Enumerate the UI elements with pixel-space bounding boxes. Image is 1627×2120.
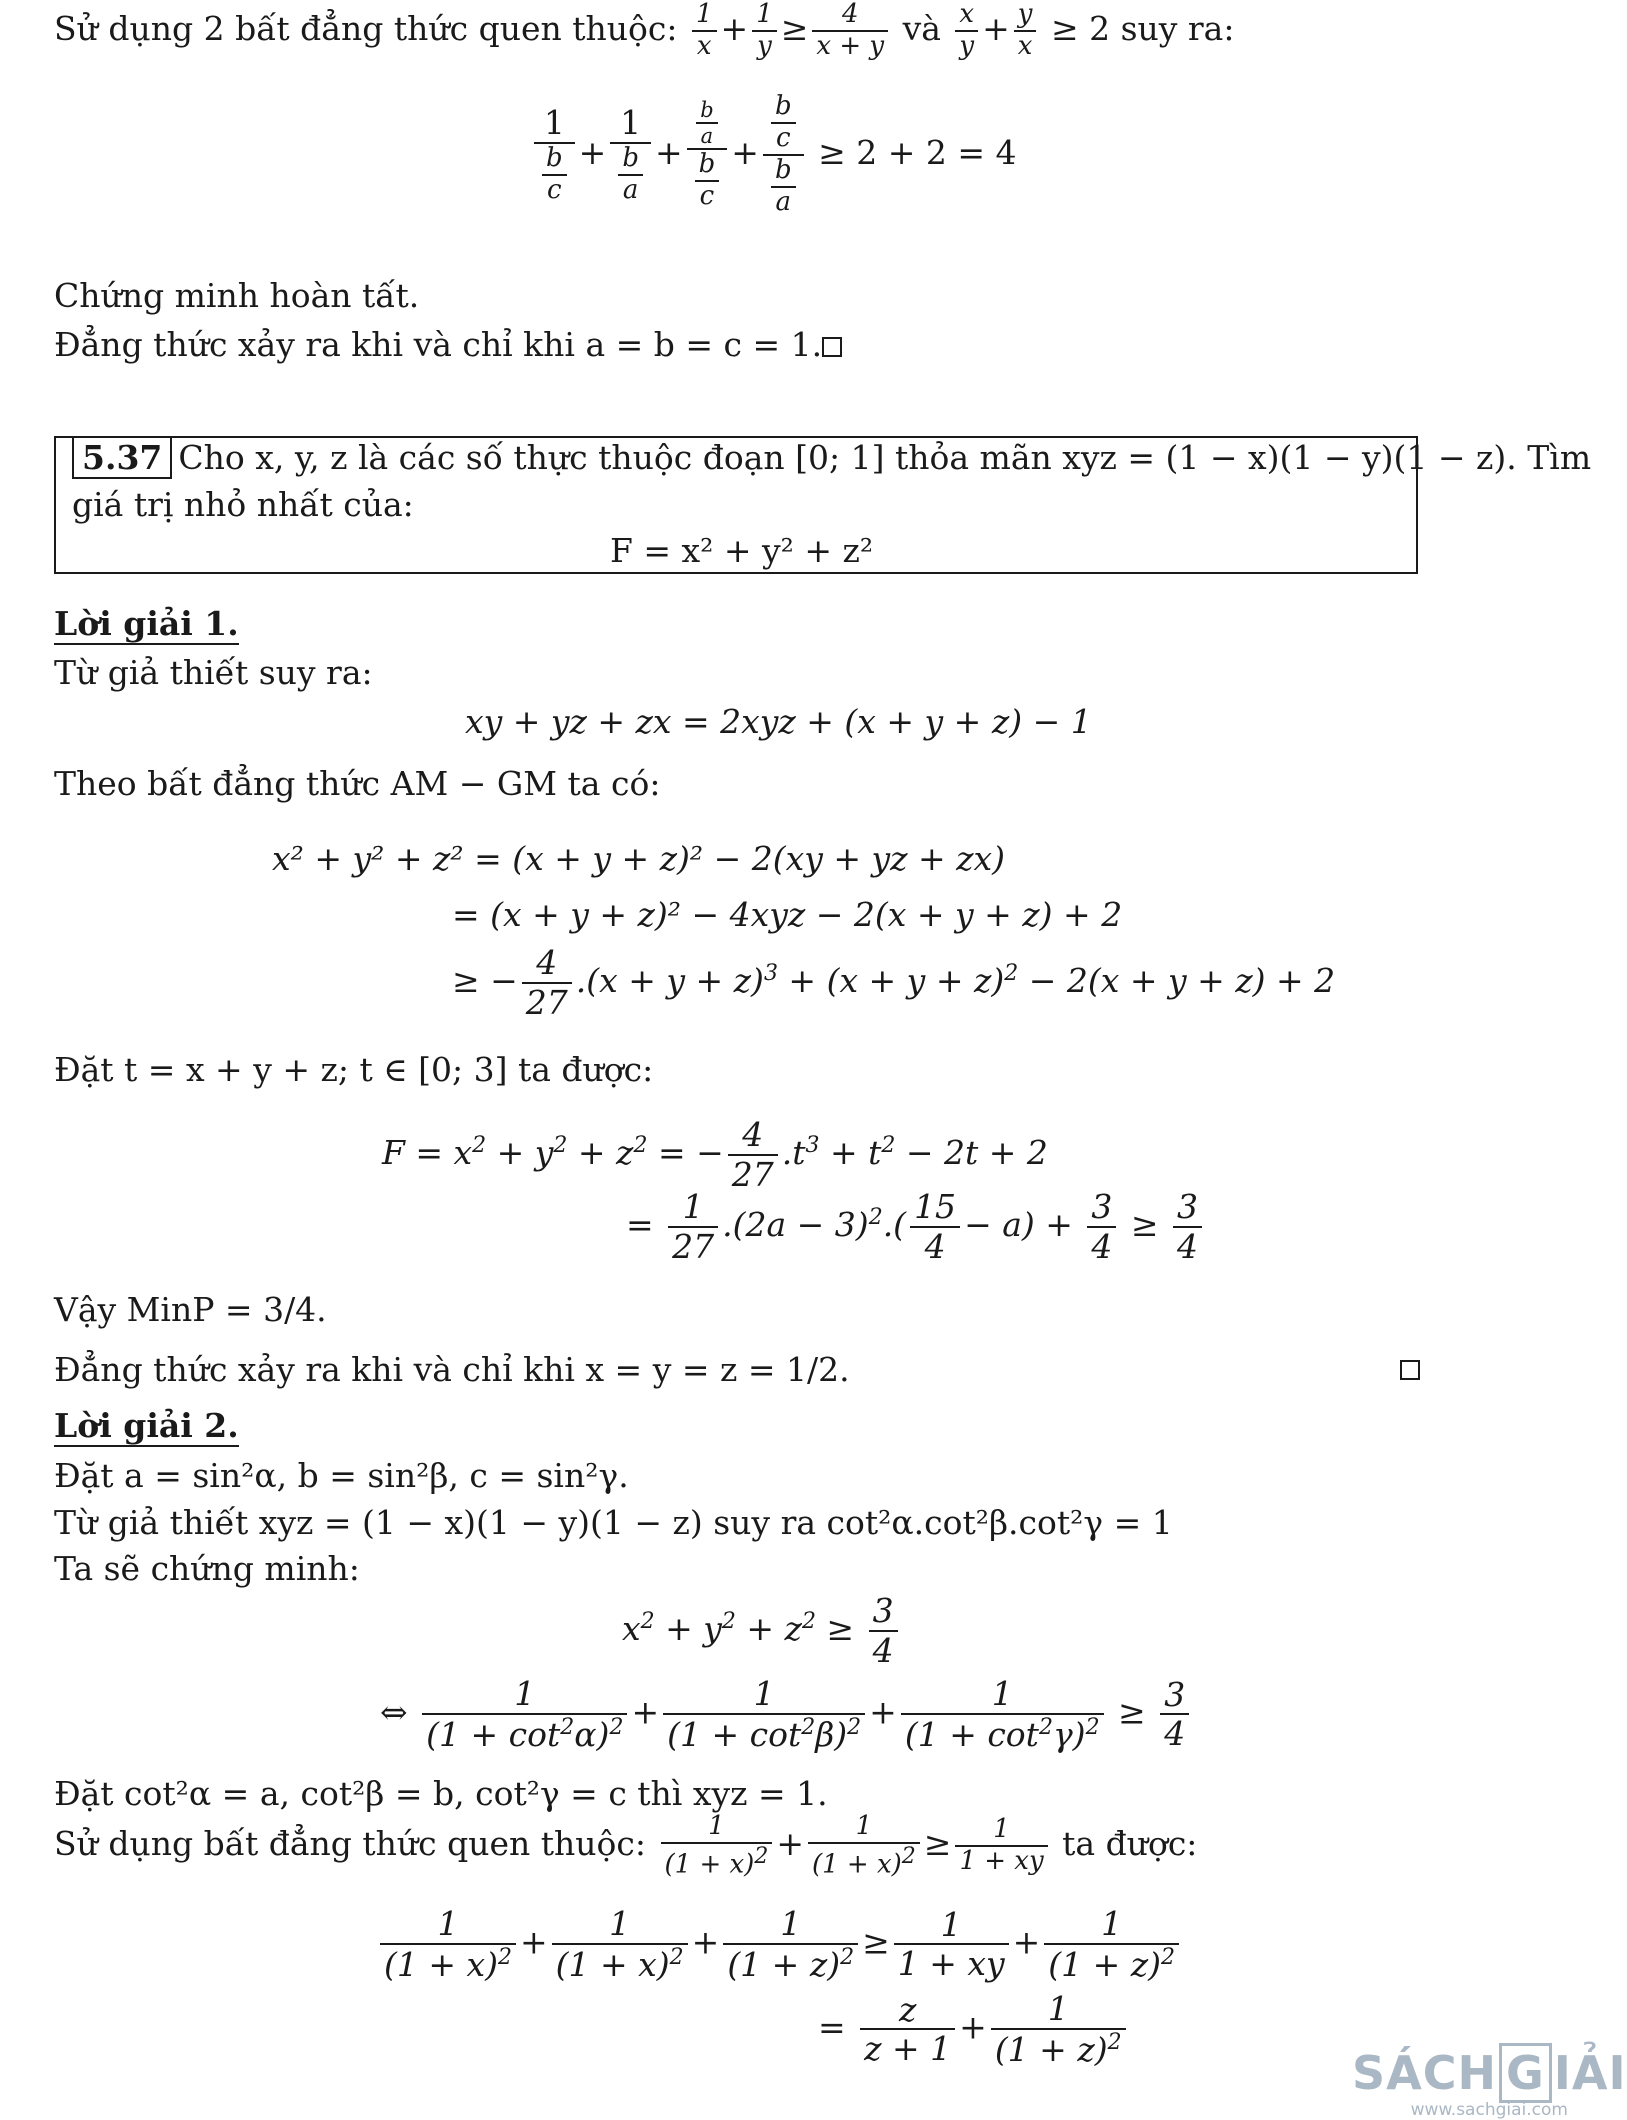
sol2-line-5 [54, 1812, 1197, 1880]
sol1-line-2: Theo bất đẳng thức AM − GM ta có: [54, 764, 661, 803]
sol2-line-3: Ta sẽ chứng minh: [54, 1549, 360, 1588]
sol2-equation-3b: = $\frac{z}{z + 1}$ + $\frac{1}{(1 + z)^2}$ [818, 1990, 1130, 2069]
sol2-equation-1: $x^2 + y^2 + z^2$ ≥ $\frac{3}{4}$ [622, 1592, 902, 1670]
sol1-equation-3a: $F = x^2 + y^2 + z^2$ = − $\frac{4}{27}$ $.t^3 + t^2 - 2t + 2$ [382, 1115, 1048, 1194]
solution-2-heading-text: Lời giải 2. [54, 1406, 239, 1445]
sol1-equation-2c: ≥ − $\frac{4}{27}$ $.(x + y + z)^3 + (x + y + z)^2 - 2(x + y + z) + 2$ [452, 943, 1336, 1022]
sol1-line-1: Từ giả thiết suy ra: [54, 653, 373, 692]
sol2-line-5-text: Sử dụng bất đẳng thức quen thuộc: [54, 1824, 646, 1864]
intro-line [54, 0, 1234, 62]
qed-mark [822, 337, 842, 357]
sol1-equation-2b: = (x + y + z)² − 4xyz − 2(x + y + z) + 2 [452, 895, 1123, 934]
solution-1-heading-text: Lời giải 1. [54, 604, 239, 643]
problem-formula: F = x² + y² + z² [610, 531, 874, 570]
intro-ineq2: $\frac{x}{y}$ + $\frac{y}{x}$ ≥ 2 [951, 9, 1120, 48]
watermark-brand: SÁCH G IẢI [1352, 2046, 1627, 2100]
sol2-line-2: Từ giả thiết xyz = (1 − x)(1 − y)(1 − z) suy ra cot²α.cot²β.cot²γ = 1 [54, 1503, 1173, 1542]
sol1-equality: Đẳng thức xảy ra khi và chỉ khi x = y = z = 1/2. [54, 1350, 850, 1389]
sol1-line-3: Đặt t = x + y + z; t ∈ [0; 3] ta được: [54, 1050, 654, 1089]
solution-2-heading [54, 1408, 239, 1444]
intro-display-equation: $\frac{1}{\frac{b}{c}}$ + $\frac{1}{\frac{b}{a}}$ + $\frac{\frac{b}{a}}{\frac{b}{c}}$ + $\frac{\frac{b}{c}}{\frac{b}{a}}$ ≥ 2 + 2 = 4 [530, 92, 1016, 218]
watermark-g-box: G [1499, 2043, 1552, 2103]
sol2-line-1: Đặt a = sin²α, b = sin²β, c = sin²γ. [54, 1456, 629, 1495]
intro-and: và [902, 8, 941, 48]
intro-text: Sử dụng 2 bất đẳng thức quen thuộc: [54, 8, 678, 48]
intro-equality-line [54, 327, 842, 363]
problem-number: 5.37 [72, 436, 172, 479]
sol2-line-4: Đặt cot²α = a, cot²β = b, cot²γ = c thì xyz = 1. [54, 1774, 828, 1813]
intro-done: Chứng minh hoàn tất. [54, 276, 420, 315]
intro-suffix: suy ra: [1120, 8, 1235, 48]
sol2-line-5-suffix: ta được: [1062, 1824, 1198, 1864]
problem-text-2: giá trị nhỏ nhất của: [72, 485, 414, 524]
problem-text-1: Cho x, y, z là các số thực thuộc đoạn [0; 1] thỏa mãn xyz = (1 − x)(1 − y)(1 − z). Tìm [178, 438, 1592, 477]
qed-mark-2 [1400, 1360, 1420, 1380]
solution-1-heading [54, 606, 239, 642]
problem-line-1 [72, 440, 1591, 476]
sol2-line-5-inequality: $\frac{1}{(1 + x)^2}$ + $\frac{1}{(1 + x)^2}$ ≥ $\frac{1}{1 + xy}$ [657, 1824, 1063, 1863]
sol1-equation-3b: = $\frac{1}{27}$ $.(2a - 3)^2$.( $\frac{15}{4}$ − a) + $\frac{3}{4}$ ≥ $\frac{3}{4}$ [626, 1188, 1206, 1266]
sol1-min: Vậy MinP = 3/4. [54, 1290, 327, 1329]
sol2-equation-2: ⇔ $\frac{1}{(1 + \cot^2\alpha)^2}$ + $\frac{1}{(1 + \cot^2\beta)^2}$ + $\frac{1}{(1 + \cot^2\gamma)^2}$ ≥ $\frac{3}{4}$ [380, 1675, 1193, 1754]
intro-ineq1: $\frac{1}{x}$ + $\frac{1}{y}$ ≥ $\frac{4}{x + y}$ [688, 9, 903, 48]
watermark-url: www.sachgiai.com [1410, 2100, 1568, 2120]
sol2-equation-3a: $\frac{1}{(1 + x)^2}$ + $\frac{1}{(1 + x)^2}$ + $\frac{1}{(1 + z)^2}$ ≥ $\frac{1}{1 + xy}$ + $\frac{1}{(1 + z)^2}$ [376, 1905, 1183, 1984]
sol1-equation-1: xy + yz + zx = 2xyz + (x + y + z) − 1 [465, 702, 1092, 741]
sol1-equation-2a: x² + y² + z² = (x + y + z)² − 2(xy + yz + zx) [272, 839, 1006, 878]
watermark-logo [1352, 2046, 1627, 2120]
intro-equality: Đẳng thức xảy ra khi và chỉ khi a = b = c = 1. [54, 325, 823, 364]
